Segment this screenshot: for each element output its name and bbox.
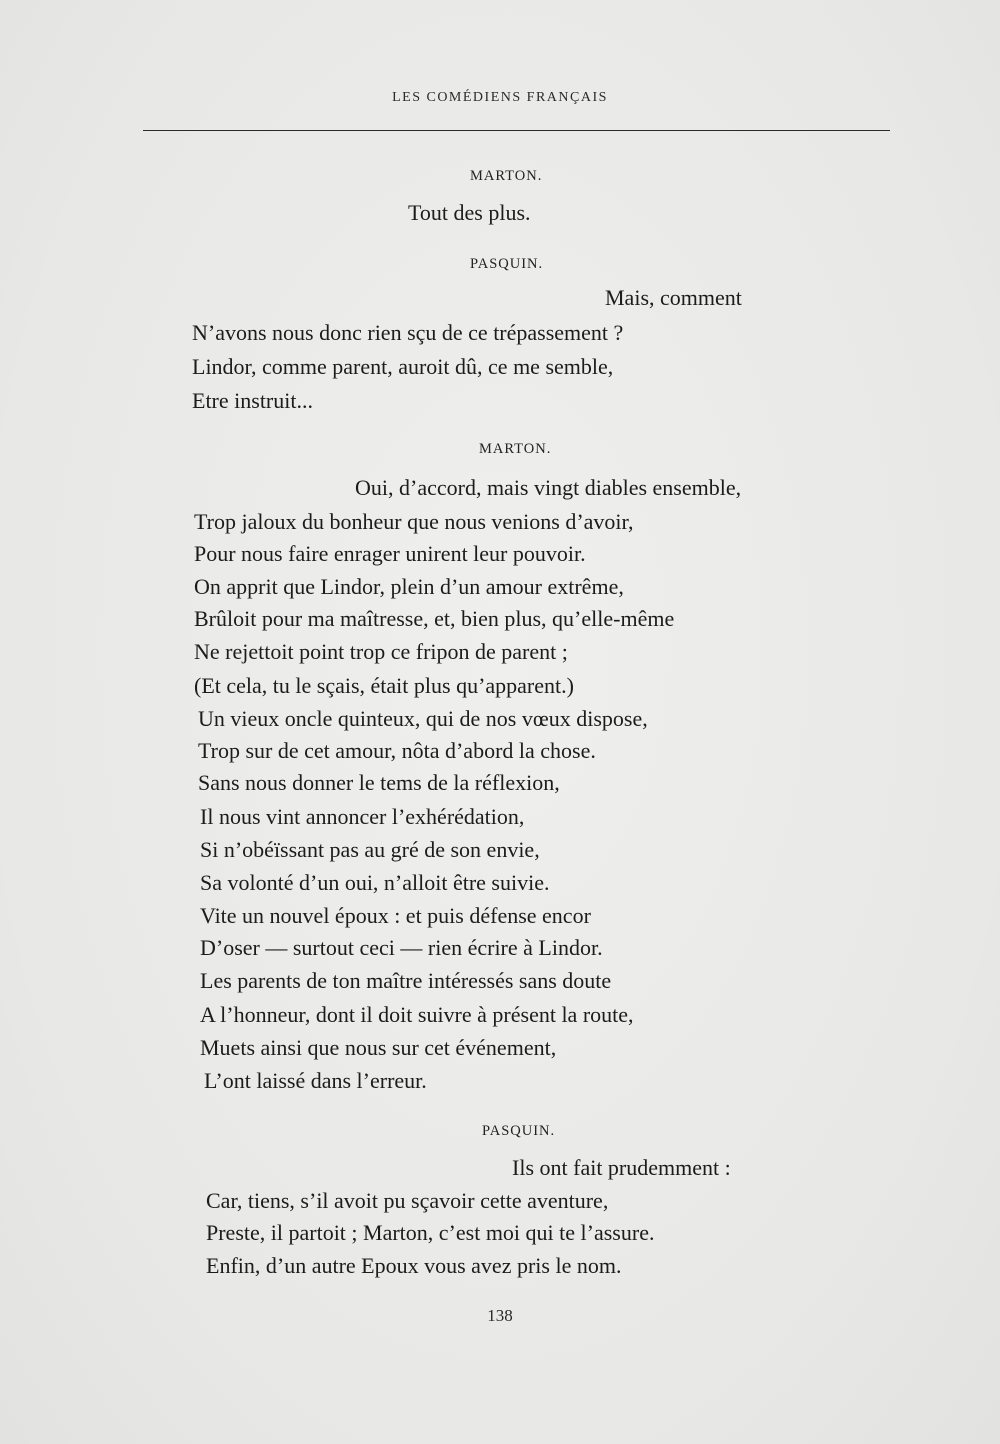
verse-line: Enfin, d’un autre Epoux vous avez pris le nom. <box>206 1253 622 1278</box>
speaker-name: MARTON. <box>479 441 552 457</box>
speaker-name: MARTON. <box>470 168 543 184</box>
verse-line: Il nous vint annoncer l’exhérédation, <box>200 804 525 829</box>
verse-line: Vite un nouvel époux : et puis défense encor <box>200 903 591 928</box>
verse-line: Car, tiens, s’il avoit pu sçavoir cette aventure, <box>206 1188 609 1213</box>
verse-line: Tout des plus. <box>408 200 531 225</box>
verse-line: Si n’obéïssant pas au gré de son envie, <box>200 837 540 862</box>
verse-line: D’oser — surtout ceci — rien écrire à Lindor. <box>200 935 603 960</box>
verse-line: Etre instruit... <box>192 388 313 413</box>
verse-line: Sa volonté d’un oui, n’alloit être suivie. <box>200 870 550 895</box>
verse-line: Ils ont fait prudemment : <box>512 1155 731 1180</box>
speaker-name: PASQUIN. <box>470 256 544 272</box>
verse-line: N’avons nous donc rien sçu de ce trépassement ? <box>192 320 624 345</box>
header-rule <box>143 130 890 131</box>
verse-line: Ne rejettoit point trop ce fripon de parent ; <box>194 639 568 664</box>
verse-line: Un vieux oncle quinteux, qui de nos vœux dispose, <box>198 706 648 731</box>
verse-line: Muets ainsi que nous sur cet événement, <box>200 1035 557 1060</box>
verse-line: L’ont laissé dans l’erreur. <box>204 1068 427 1093</box>
verse-line: Trop jaloux du bonheur que nous venions d’avoir, <box>194 509 634 534</box>
verse-line: Lindor, comme parent, auroit dû, ce me semble, <box>192 354 614 379</box>
verse-line: Mais, comment <box>605 285 742 310</box>
verse-line: Brûloit pour ma maîtresse, et, bien plus, qu’elle-même <box>194 606 675 631</box>
speaker-name: PASQUIN. <box>482 1123 556 1139</box>
verse-line: Sans nous donner le tems de la réflexion, <box>198 770 560 795</box>
running-head: LES COMÉDIENS FRANÇAIS <box>392 90 608 105</box>
verse-line: Pour nous faire enrager unirent leur pouvoir. <box>194 541 586 566</box>
verse-line: A l’honneur, dont il doit suivre à présent la route, <box>200 1002 634 1027</box>
verse-line: Preste, il partoit ; Marton, c’est moi qui te l’assure. <box>206 1220 655 1245</box>
page-number: 138 <box>487 1306 513 1325</box>
verse-line: Oui, d’accord, mais vingt diables ensemble, <box>355 475 742 500</box>
verse-line: On apprit que Lindor, plein d’un amour extrême, <box>194 574 624 599</box>
verse-line: (Et cela, tu le sçais, était plus qu’apparent.) <box>194 673 574 698</box>
verse-line: Trop sur de cet amour, nôta d’abord la chose. <box>198 738 596 763</box>
verse-line: Les parents de ton maître intéressés sans doute <box>200 968 612 993</box>
